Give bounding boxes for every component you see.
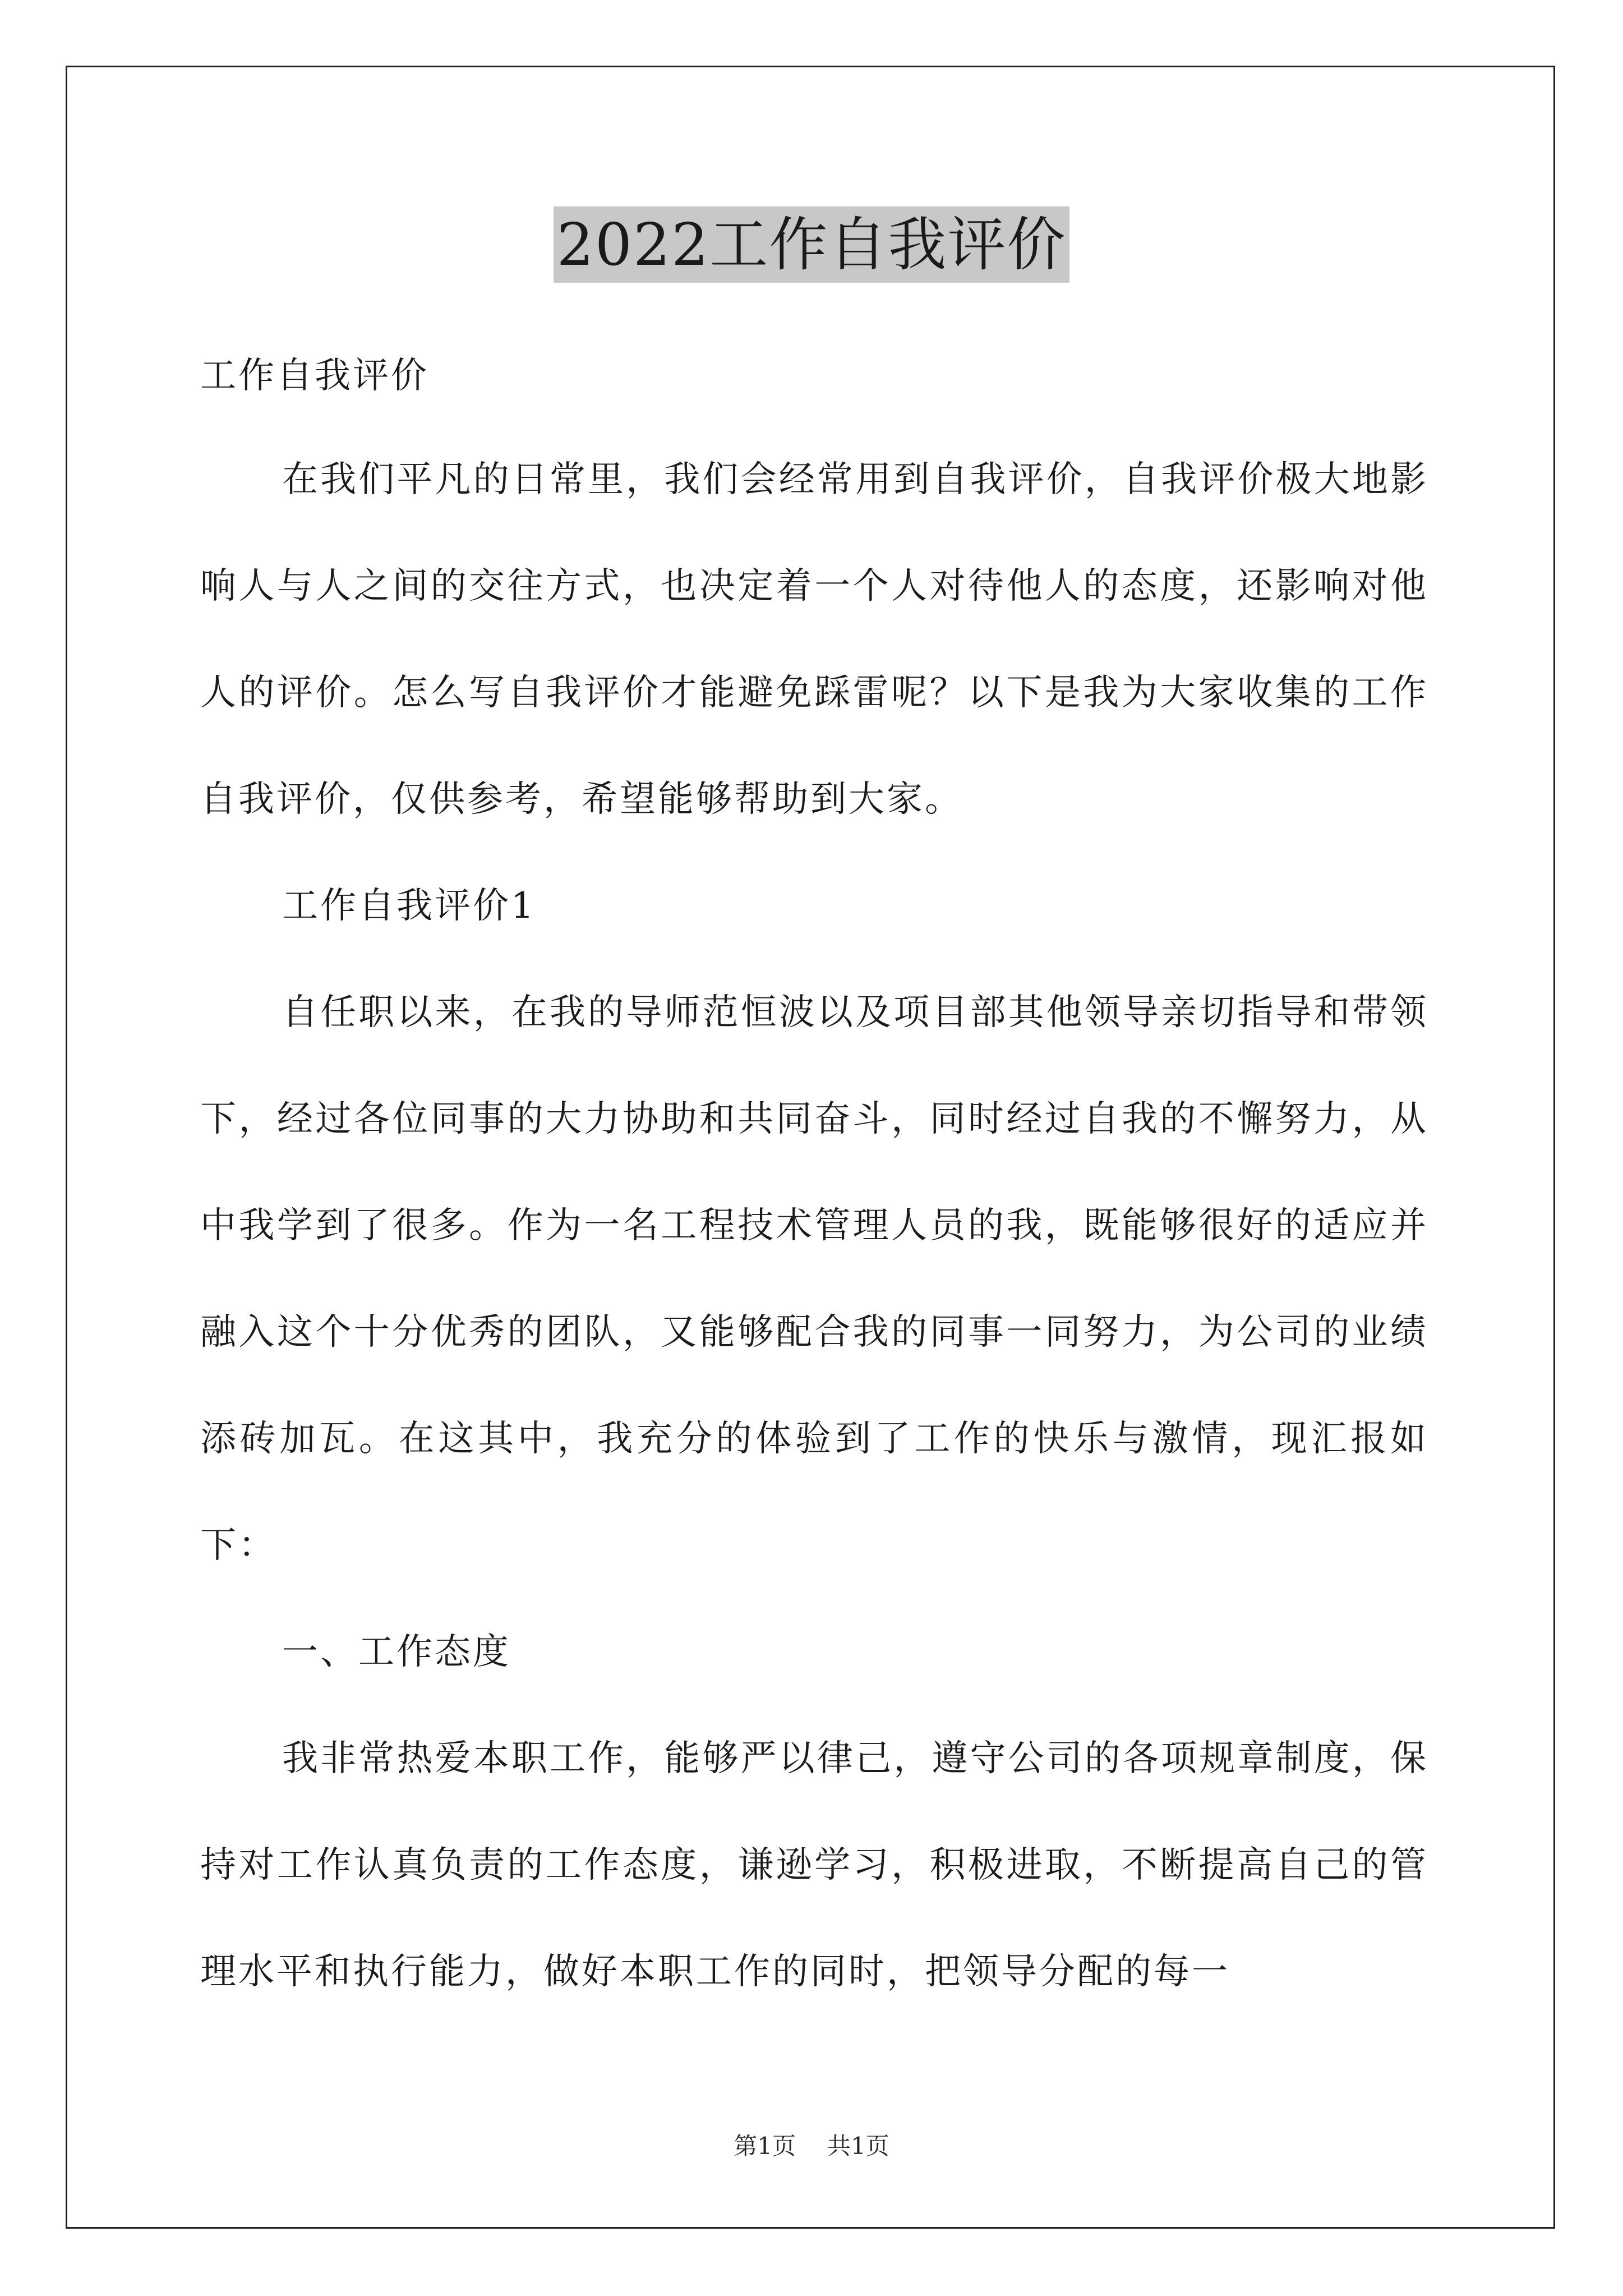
subsection-1-paragraph: 我非常热爱本职工作，能够严以律己，遵守公司的各项规章制度，保持对工作认真负责的工作态度，谦逊学习，积极进取，不断提高自己的管理水平和执行能力，做好本职工作的同时，把领导分配的每一 — [200, 1738, 1428, 1993]
subsection-1-title: 一、工作态度 — [282, 1631, 511, 1673]
intro-paragraph: 在我们平凡的日常里，我们会经常用到自我评价，自我评价极大地影响人与人之间的交往方式，也决定着一个人对待他人的态度，还影响对他人的评价。怎么写自我评价才能避免踩雷呢？以下是我为大家收集的工作自我评价，仅供参考，希望能够帮助到大家。 — [200, 459, 1428, 820]
document-heading: 工作自我评价 — [200, 355, 429, 397]
section-1-paragraph: 自任职以来，在我的导师范恒波以及项目部其他领导亲切指导和带领下，经过各位同事的大力协助和共同奋斗，同时经过自我的不懈努力，从中我学到了很多。作为一名工程技术管理人员的我，既能够很好的适应并融入这个十分优秀的团队，又能够配合我的同事一同努力，为公司的业绩添砖加瓦。在这其中，我充分的体验到了工作的快乐与激情，现汇报如下： — [200, 992, 1428, 1566]
page-number-total: 共1页 — [827, 2132, 889, 2160]
document-title: 2022工作自我评价 — [554, 206, 1070, 283]
section-1-title: 工作自我评价1 — [282, 885, 536, 927]
page-number-current: 第1页 — [734, 2132, 796, 2160]
title-container — [0, 206, 1623, 283]
page-footer — [0, 2129, 1623, 2163]
